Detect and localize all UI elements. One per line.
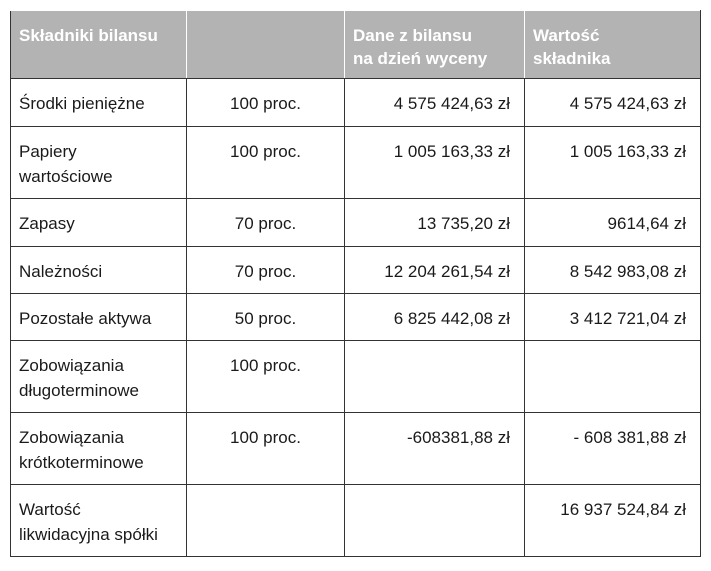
row-balance bbox=[345, 485, 525, 557]
row-percentage: 100 proc. bbox=[187, 79, 345, 127]
row-name bbox=[11, 485, 187, 557]
header-balance-line1: Dane z bilansu bbox=[353, 26, 473, 45]
row-name bbox=[11, 199, 187, 247]
row-balance: -608381,88 zł bbox=[345, 413, 525, 485]
table-body bbox=[11, 79, 701, 557]
row-percentage: 70 proc. bbox=[187, 247, 345, 294]
header-components-label: Składniki bilansu bbox=[19, 26, 158, 45]
row-name-line1: Środki pieniężne bbox=[19, 94, 145, 113]
row-name-line1: Wartość bbox=[19, 500, 81, 519]
table-row bbox=[11, 79, 701, 127]
row-name-line1: Pozostałe aktywa bbox=[19, 309, 152, 328]
row-name-line2: krótkoterminowe bbox=[19, 453, 144, 472]
row-value: 8 542 983,08 zł bbox=[525, 247, 701, 294]
row-value: 9614,64 zł bbox=[525, 199, 701, 247]
row-name-line1: Należności bbox=[19, 262, 103, 281]
row-name-line2: długoterminowe bbox=[19, 381, 140, 400]
table-row bbox=[11, 247, 701, 294]
row-balance: 12 204 261,54 zł bbox=[345, 247, 525, 294]
row-value: - 608 381,88 zł bbox=[525, 413, 701, 485]
table-row bbox=[11, 341, 701, 413]
row-balance: 6 825 442,08 zł bbox=[345, 294, 525, 341]
row-balance: 1 005 163,33 zł bbox=[345, 127, 525, 199]
row-percentage: 100 proc. bbox=[187, 127, 345, 199]
row-balance bbox=[345, 341, 525, 413]
header-percentage bbox=[187, 11, 345, 79]
header-value-line2: składnika bbox=[533, 49, 611, 68]
row-value: 16 937 524,84 zł bbox=[525, 485, 701, 557]
row-percentage: 70 proc. bbox=[187, 199, 345, 247]
header-component-value bbox=[525, 11, 701, 79]
row-name bbox=[11, 294, 187, 341]
row-name bbox=[11, 341, 187, 413]
row-name-line2: likwidacyjna spółki bbox=[19, 525, 158, 544]
row-name bbox=[11, 127, 187, 199]
table-row bbox=[11, 127, 701, 199]
row-value: 1 005 163,33 zł bbox=[525, 127, 701, 199]
row-percentage: 50 proc. bbox=[187, 294, 345, 341]
table-row bbox=[11, 199, 701, 247]
row-percentage: 100 proc. bbox=[187, 413, 345, 485]
row-name-line1: Zobowiązania bbox=[19, 356, 124, 375]
table-row bbox=[11, 413, 701, 485]
balance-table bbox=[10, 10, 701, 557]
row-name-line1: Papiery bbox=[19, 142, 77, 161]
row-value bbox=[525, 341, 701, 413]
balance-table-container bbox=[10, 10, 700, 557]
row-balance: 4 575 424,63 zł bbox=[345, 79, 525, 127]
header-components bbox=[11, 11, 187, 79]
row-value: 3 412 721,04 zł bbox=[525, 294, 701, 341]
table-row bbox=[11, 294, 701, 341]
row-name bbox=[11, 79, 187, 127]
row-name bbox=[11, 413, 187, 485]
header-balance-line2: na dzień wyceny bbox=[353, 49, 488, 68]
table-row bbox=[11, 485, 701, 557]
row-name bbox=[11, 247, 187, 294]
row-balance: 13 735,20 zł bbox=[345, 199, 525, 247]
row-percentage bbox=[187, 485, 345, 557]
header-value-line1: Wartość bbox=[533, 26, 600, 45]
table-header bbox=[11, 11, 701, 79]
row-name-line1: Zobowiązania bbox=[19, 428, 124, 447]
row-percentage: 100 proc. bbox=[187, 341, 345, 413]
header-row bbox=[11, 11, 701, 79]
row-name-line1: Zapasy bbox=[19, 214, 75, 233]
row-name-line2: wartościowe bbox=[19, 167, 113, 186]
header-balance-data bbox=[345, 11, 525, 79]
row-value: 4 575 424,63 zł bbox=[525, 79, 701, 127]
